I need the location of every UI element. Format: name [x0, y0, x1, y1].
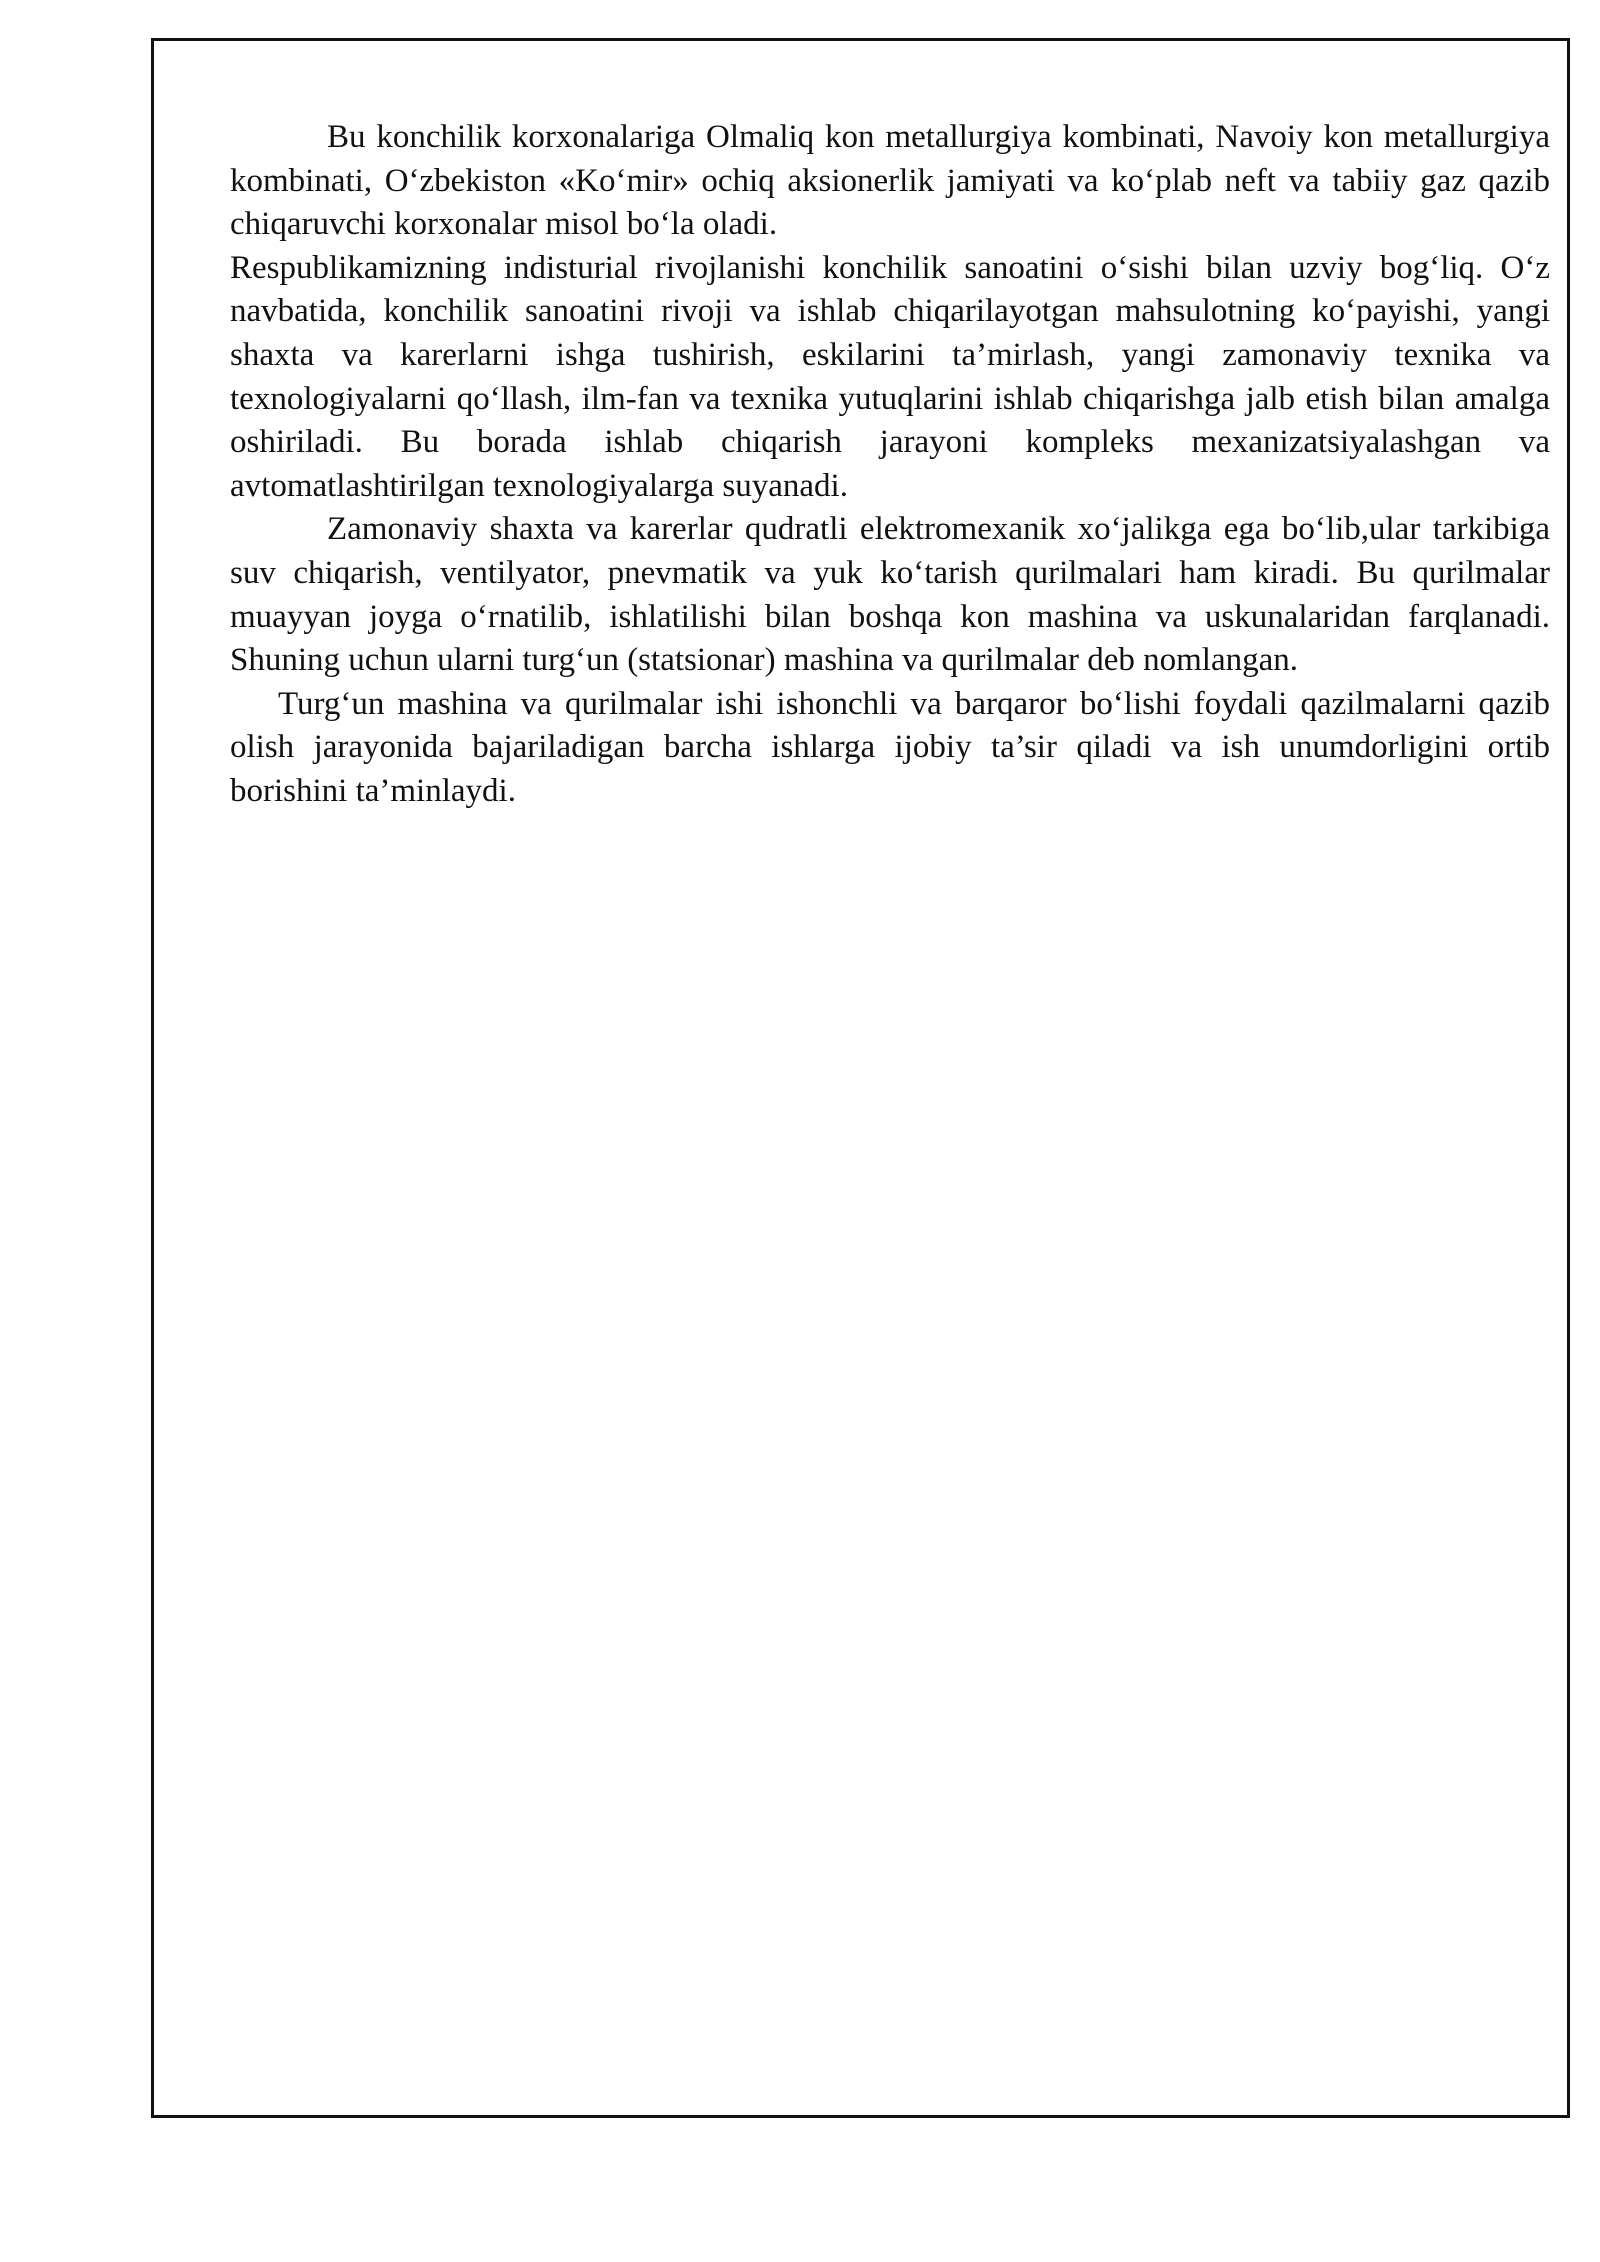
paragraph-3: Zamonaviy shaxta va karerlar qudratli elektromexanik xo‘jalikga ega bo‘lib,ular tarkibiga suv chiqarish, ventilyator, pnevmatik va yuk ko‘tarish qurilmalari ham kiradi. Bu qurilmalar muayyan joyga o‘rnatilib, ishlatilishi bilan boshqa kon mashina va uskunalaridan farqlanadi. Shuning uchun ularni turg‘un (statsionar) mashina va qurilmalar deb nomlangan.: [230, 511, 1550, 679]
paragraph-4: Turg‘un mashina va qurilmalar ishi ishonchli va barqaror bo‘lishi foydali qazilmalarni qazib olish jarayonida bajariladigan barcha ishlarga ijobiy ta’sir qiladi va ish unumdorligini ortib borishini ta’minlaydi.: [230, 685, 1550, 809]
paragraph-1: Bu konchilik korxonalariga Olmaliq kon metallurgiya kombinati, Navoiy kon metallurgiya kombinati, O‘zbekiston «Ko‘mir» ochiq aksionerlik jamiyati va ko‘plab neft va tabiiy gaz qazib chiqaruvchi korxonalar misol bo‘la oladi.: [230, 119, 1550, 243]
document-body: [230, 116, 1550, 814]
paragraph-2: Respublikamizning indisturial rivojlanishi konchilik sanoatini o‘sishi bilan uzviy bog‘liq. O‘z navbatida, konchilik sanoatini rivoji va ishlab chiqarilayotgan mahsulotning ko‘payishi, yangi shaxta va karerlarni ishga tushirish, eskilarini ta’mirlash, yangi zamonaviy texnika va texnologiyalarni qo‘llash, ilm-fan va texnika yutuqlarini ishlab chiqarishga jalb etish bilan amalga oshiriladi. Bu borada ishlab chiqarish jarayoni kompleks mexanizatsiyalashgan va avtomatlashtirilgan texnologiyalarga suyanadi.: [230, 249, 1550, 504]
